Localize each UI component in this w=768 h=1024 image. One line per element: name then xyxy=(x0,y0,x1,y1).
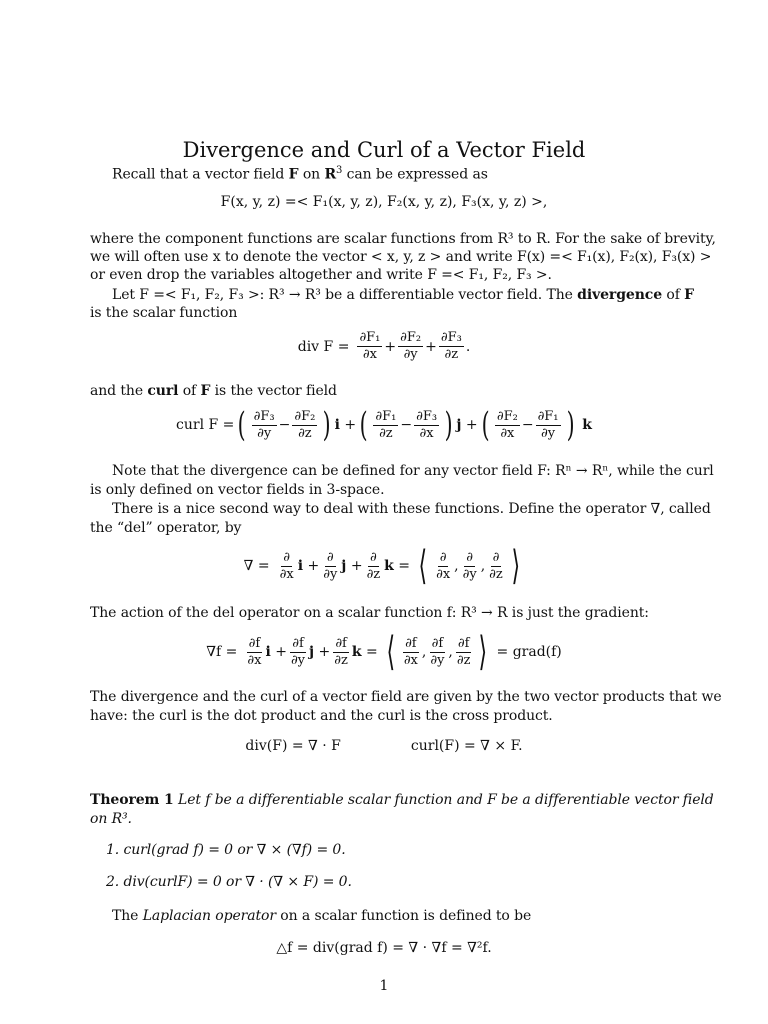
eq-lhs: curl F = xyxy=(176,417,235,433)
paragraph-components-line1: where the component functions are scalar functions from R³ to R. For the sake of brevity, xyxy=(90,231,716,247)
numerator: ∂ xyxy=(283,549,291,565)
equation-vector-field: F(x, y, z) =< F₁(x, y, z), F₂(x, y, z), F₃(x, y, z) >, xyxy=(220,194,548,210)
fraction xyxy=(332,636,350,669)
page-title: Divergence and Curl of a Vector Field xyxy=(182,138,586,162)
paragraph-gradient: The action of the del operator on a scalar function f: R³ → R is just the gradient: xyxy=(90,605,649,621)
numerator: ∂f xyxy=(248,635,261,651)
fraction xyxy=(245,636,263,669)
numerator: ∂F₃ xyxy=(440,330,462,345)
equation-operators xyxy=(0,738,768,754)
text: The xyxy=(112,908,143,924)
theorem-text: Let f be a differentiable scalar function and F be a differentiable vector field xyxy=(173,792,714,808)
text: and the xyxy=(90,383,148,399)
text: of xyxy=(178,383,201,399)
unit-vector-i: i xyxy=(297,558,304,574)
unit-vector-k: k xyxy=(384,558,394,574)
paragraph-note-line1: Note that the divergence can be defined for any vector field F: Rⁿ → Rⁿ, while the curl xyxy=(112,463,714,479)
fraction xyxy=(495,409,520,442)
fraction xyxy=(414,409,439,442)
unit-vector-j: j xyxy=(456,417,462,433)
term-laplacian: Laplacian operator xyxy=(142,908,276,924)
equation-laplacian: △f = div(grad f) = ∇ · ∇f = ∇²f. xyxy=(276,940,492,956)
text: F xyxy=(200,383,211,399)
fraction xyxy=(402,636,420,669)
denominator: ∂z xyxy=(366,566,381,582)
paragraph-components-line2: we will often use x to denote the vector < x, y, z > and write F(x) =< F₁(x), F₂(x), F₃(x) > xyxy=(90,249,712,265)
numerator: ∂ xyxy=(326,549,334,565)
numerator: ∂F₁ xyxy=(359,330,381,345)
numerator: ∂f xyxy=(405,635,417,651)
numerator: ∂ xyxy=(466,549,474,565)
equation-curl: curl F = ( $\frac{\text{∂F₃}}{\partial y}$ − $\frac{\text{∂F₂}}{\partial z}$ ) i + ( $\frac{\text{∂F₁}}{\partial z}$ − $\frac{\text{∂F₃}}{\partial x}$ ) j + ( $\frac{\text{∂F₂}}{\partial x}$ − $\frac{\text{∂F₁}}{\partial y}$ ) k xyxy=(176,405,592,445)
fraction xyxy=(398,330,423,363)
paragraph-components-line3: or even drop the variables altogether and write F =< F₁, F₂, F₃ >. xyxy=(90,267,552,283)
eq-lhs: ∇f = xyxy=(206,644,238,660)
fraction xyxy=(461,550,479,583)
term-divergence: divergence xyxy=(577,287,663,303)
numerator: ∂F₁ xyxy=(537,408,559,424)
unit-vector-k: k xyxy=(351,644,362,660)
denominator: ∂y xyxy=(430,652,445,668)
text: 3 xyxy=(336,165,343,176)
term-curl: curl xyxy=(147,383,179,399)
eq-rhs: = grad(f) xyxy=(496,644,562,660)
fraction xyxy=(487,550,505,583)
text: on xyxy=(298,166,325,183)
text: R xyxy=(324,166,336,183)
denominator: ∂x xyxy=(436,566,451,582)
theorem-item-text: 2. div(curlF) = 0 or ∇ · (∇ × F) = 0. xyxy=(106,874,352,890)
numerator: ∂ xyxy=(369,549,377,565)
text: F xyxy=(684,287,694,303)
denominator: ∂x xyxy=(362,347,377,362)
denominator: ∂x xyxy=(247,652,262,668)
paragraph-laplacian xyxy=(112,905,680,927)
unit-vector-j: j xyxy=(309,644,315,660)
numerator: ∂ xyxy=(492,549,500,565)
theorem-item-1 xyxy=(106,839,696,861)
text: Let F =< F₁, F₂, F₃ >: R³ → R³ be a differentiable vector field. The xyxy=(112,287,578,303)
denominator: ∂z xyxy=(444,347,459,362)
denominator: ∂y xyxy=(323,566,338,582)
paragraph-divergence-line2: is the scalar function xyxy=(90,305,238,321)
numerator: ∂f xyxy=(335,635,347,651)
denominator: ∂y xyxy=(290,652,306,668)
fraction xyxy=(252,409,277,442)
fraction xyxy=(428,636,446,669)
paragraph-products-line2: have: the curl is the dot product and the curl is the cross product. xyxy=(90,708,553,724)
unit-vector-k: k xyxy=(582,417,592,433)
paragraph-products-line1: The divergence and the curl of a vector field are given by the two vector products that we xyxy=(90,689,722,705)
denominator: ∂z xyxy=(334,652,348,668)
page-number: 1 xyxy=(379,978,389,994)
theorem-line2 xyxy=(90,808,680,830)
paragraph-del-line2: the “del” operator, by xyxy=(90,520,242,536)
text: of xyxy=(662,287,685,303)
numerator: ∂F₂ xyxy=(400,330,422,345)
text: is the vector field xyxy=(210,383,337,399)
text: Recall that a vector field xyxy=(112,166,289,183)
fraction xyxy=(357,330,382,363)
numerator: ∂F₃ xyxy=(253,408,275,424)
denominator: ∂x xyxy=(419,425,434,441)
eq-curl: curl(F) = ∇ × F. xyxy=(410,738,523,754)
denominator: ∂y xyxy=(462,566,477,582)
denominator: ∂x xyxy=(403,652,418,668)
denominator: ∂x xyxy=(500,425,515,441)
text: F xyxy=(288,166,299,183)
numerator: ∂F₂ xyxy=(294,408,316,424)
numerator: ∂F₃ xyxy=(416,408,438,424)
denominator: ∂y xyxy=(403,347,418,362)
fraction xyxy=(536,409,561,442)
numerator: ∂F₂ xyxy=(496,408,518,424)
paragraph-del-line1: There is a nice second way to deal with these functions. Define the operator ∇, called xyxy=(112,501,711,517)
numerator: ∂f xyxy=(431,635,444,651)
denominator: ∂z xyxy=(456,652,471,668)
fraction xyxy=(439,330,464,363)
fraction xyxy=(321,550,339,583)
unit-vector-j: j xyxy=(341,558,347,574)
numerator: ∂ xyxy=(439,549,447,565)
unit-vector-i: i xyxy=(265,644,271,660)
text: on a scalar function is defined to be xyxy=(275,908,532,924)
theorem-text: on R³. xyxy=(90,811,132,827)
fraction xyxy=(292,409,317,442)
equation-del: ∇ = $\frac{\partial}{\partial x}$ i + $\frac{\partial}{\partial y}$ j + $\frac{\partial}{\partial z}$ k = ⟨ $\frac{\partial}{\partial x}$ , $\frac{\partial}{\partial y}$ , $\frac{\partial}{\partial z}$ ⟩ xyxy=(243,543,520,589)
equation-divergence: div F = $\frac{\text{∂F₁}}{\partial x}$ + $\frac{\text{∂F₂}}{\partial y}$ + $\frac{\text{∂F₃}}{\partial z}$ . xyxy=(297,330,471,362)
paragraph-intro xyxy=(112,160,680,186)
fraction xyxy=(373,409,398,442)
eq-lhs: div F = xyxy=(297,338,350,355)
eq-div: div(F) = ∇ · F xyxy=(245,738,341,754)
denominator: ∂y xyxy=(541,425,556,441)
fraction xyxy=(278,550,296,583)
text: can be expressed as xyxy=(342,166,488,183)
denominator: ∂z xyxy=(489,566,503,582)
equation-gradient: ∇f = $\frac{\partial f}{\partial x}$ i + $\frac{\partial f}{\partial y}$ j + $\frac{\partial f}{\partial z}$ k = ⟨ $\frac{\partial f}{\partial x}$ , $\frac{\partial f}{\partial y}$ , $\frac{\partial f}{\partial z}$ ⟩ = grad(f) xyxy=(206,629,562,675)
paragraph-note-line2: is only defined on vector fields in 3-space. xyxy=(90,482,385,498)
denominator: ∂z xyxy=(298,425,312,441)
fraction xyxy=(365,550,383,583)
fraction xyxy=(434,550,452,583)
unit-vector-i: i xyxy=(334,417,340,433)
paragraph-curl-intro xyxy=(90,380,680,402)
numerator: ∂f xyxy=(457,635,470,651)
denominator: ∂y xyxy=(257,425,272,441)
theorem-label: Theorem 1 xyxy=(90,792,174,808)
eq-lhs: ∇ = xyxy=(243,558,270,574)
fraction xyxy=(289,636,307,669)
theorem-item-2 xyxy=(106,871,696,893)
numerator: ∂F₁ xyxy=(375,408,397,424)
numerator: ∂f xyxy=(292,635,304,651)
denominator: ∂x xyxy=(279,566,294,582)
theorem-item-text: 1. curl(grad f) = 0 or ∇ × (∇f) = 0. xyxy=(106,842,346,858)
denominator: ∂z xyxy=(379,425,393,441)
fraction xyxy=(455,636,473,669)
